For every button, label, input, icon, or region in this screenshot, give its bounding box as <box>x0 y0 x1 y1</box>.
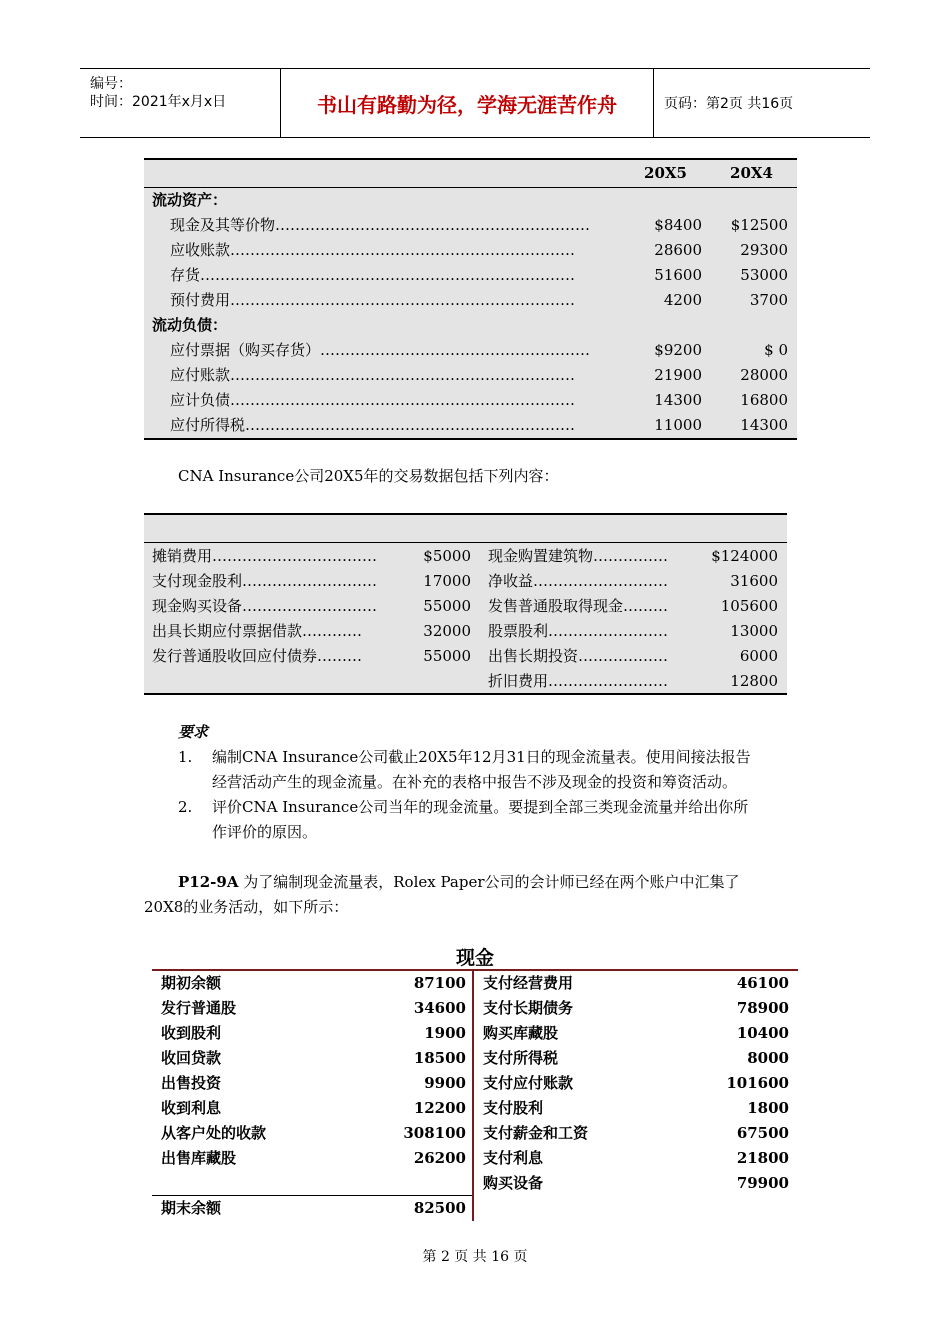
row-label: 应付所得税………………………………………………………… <box>170 416 576 434</box>
credit-value: 8000 <box>747 1049 789 1067</box>
right-value: 6000 <box>739 647 778 665</box>
transactions-table <box>144 513 787 695</box>
right-label: 现金购置建筑物…………… <box>488 547 669 565</box>
row-label: 应付票据（购买存货）……………………………………………… <box>170 341 591 359</box>
left-label: 摊销费用…………………………… <box>152 547 378 565</box>
credit-entry <box>480 971 798 996</box>
table-row <box>144 188 797 213</box>
debit-entry <box>152 1071 466 1096</box>
table-row <box>144 263 797 288</box>
req-1-line1: 编制CNA Insurance公司截止20X5年12月31日的现金流量表。使用间接法报告 <box>212 748 751 766</box>
table-row <box>144 413 797 438</box>
header-meta <box>80 69 281 137</box>
right-label: 净收益……………………… <box>488 572 669 590</box>
credit-label: 支付股利 <box>483 1099 544 1117</box>
table-row <box>144 594 787 619</box>
col-20x4: 20X4 <box>730 164 773 182</box>
debit-value: 34600 <box>413 999 466 1017</box>
debit-value: 12200 <box>413 1099 466 1117</box>
credit-entry <box>480 1146 798 1171</box>
req-1-num: 1. <box>178 748 193 766</box>
value-20x4: 14300 <box>740 416 788 434</box>
debit-label: 从客户处的收款 <box>161 1124 267 1142</box>
debit-entry <box>152 1046 466 1071</box>
date-label: 时间：2021年x月x日 <box>90 94 227 110</box>
credit-label: 购买库藏股 <box>483 1024 559 1042</box>
debit-value: 18500 <box>413 1049 466 1067</box>
debit-label: 期初余额 <box>161 974 222 992</box>
credit-label: 支付应付账款 <box>483 1074 574 1092</box>
value-20x4: 3700 <box>749 291 788 309</box>
table-row <box>144 569 787 594</box>
credit-value: 46100 <box>736 974 789 992</box>
left-value: 55000 <box>423 647 471 665</box>
req-2-line1: 评价CNA Insurance公司当年的现金流量。要提到全部三类现金流量并给出你所 <box>212 798 749 816</box>
value-20x5: 4200 <box>663 291 702 309</box>
balance-table <box>144 158 797 440</box>
value-20x5: 28600 <box>654 241 702 259</box>
debit-value: 82500 <box>413 1199 466 1217</box>
value-20x5: 14300 <box>654 391 702 409</box>
req-2-num: 2. <box>178 798 193 816</box>
trx-header-divider <box>144 542 787 543</box>
value-20x5: 21900 <box>654 366 702 384</box>
debit-entry <box>152 1146 466 1171</box>
credit-entry <box>480 1021 798 1046</box>
debit-value: 1900 <box>424 1024 466 1042</box>
debit-entry <box>152 971 466 996</box>
right-value: 12800 <box>730 672 778 690</box>
debit-label: 收到利息 <box>161 1099 222 1117</box>
req-1-line2: 经营活动产生的现金流量。在补充的表格中报告不涉及现金的投资和筹资活动。 <box>212 773 738 791</box>
credit-value: 10400 <box>736 1024 789 1042</box>
credit-value: 21800 <box>736 1149 789 1167</box>
table-row <box>144 388 797 413</box>
value-20x4: 28000 <box>740 366 788 384</box>
value-20x5: $8400 <box>654 216 702 234</box>
debit-label: 收回贷款 <box>161 1049 222 1067</box>
value-20x4: 53000 <box>740 266 788 284</box>
value-20x4: $ 0 <box>764 341 788 359</box>
problem-line2: 20X8的业务活动，如下所示： <box>144 898 349 916</box>
right-label: 发售普通股取得现金……… <box>488 597 669 615</box>
header-page-info: 页码：第2页 共16页 <box>664 96 794 112</box>
debit-entry <box>152 996 466 1021</box>
debit-label: 收到股利 <box>161 1024 222 1042</box>
problem-text-1: 为了编制现金流量表，Rolex Paper公司的会计师已经在两个账户中汇集了 <box>243 873 740 891</box>
right-value: 13000 <box>730 622 778 640</box>
left-label: 支付现金股利……………………… <box>152 572 378 590</box>
row-label: 应计负债…………………………………………………………… <box>170 391 576 409</box>
debit-entry <box>152 1021 466 1046</box>
row-label: 应收账款…………………………………………………………… <box>170 241 576 259</box>
debit-entry <box>152 1096 466 1121</box>
table-row <box>144 313 797 338</box>
row-label: 存货………………………………………………………………… <box>170 266 576 284</box>
debit-label: 期末余额 <box>161 1199 222 1217</box>
credit-label: 支付薪金和工资 <box>483 1124 589 1142</box>
problem-code: P12-9A <box>178 873 239 891</box>
table-row <box>144 619 787 644</box>
credit-value: 67500 <box>736 1124 789 1142</box>
credit-label: 支付经营费用 <box>483 974 574 992</box>
table-row <box>144 644 787 669</box>
value-20x4: 29300 <box>740 241 788 259</box>
left-label: 出具长期应付票据借款………… <box>152 622 363 640</box>
row-label: 现金及其等价物……………………………………………………… <box>170 216 591 234</box>
credit-value: 101600 <box>726 1074 789 1092</box>
right-label: 出售长期投资……………… <box>488 647 669 665</box>
credit-label: 购买设备 <box>483 1174 544 1192</box>
credit-entry <box>480 996 798 1021</box>
credit-entry <box>480 1046 798 1071</box>
intro-text: CNA Insurance公司20X5年的交易数据包括下列内容： <box>178 467 559 485</box>
credit-value: 1800 <box>747 1099 789 1117</box>
value-20x4: 16800 <box>740 391 788 409</box>
row-label: 应付账款…………………………………………………………… <box>170 366 576 384</box>
credit-label: 支付利息 <box>483 1149 544 1167</box>
credit-entry <box>480 1121 798 1146</box>
table-row <box>144 544 787 569</box>
number-label: 编号： <box>90 76 132 92</box>
cash-t-account <box>152 943 798 1223</box>
debit-label: 出售投资 <box>161 1074 222 1092</box>
col-20x5: 20X5 <box>644 164 687 182</box>
req-2-line2: 作评价的原因。 <box>212 823 318 841</box>
row-label: 流动负债： <box>152 316 228 334</box>
debit-value: 26200 <box>413 1149 466 1167</box>
credit-entry <box>480 1171 798 1196</box>
page-header <box>80 68 870 138</box>
left-value: 32000 <box>423 622 471 640</box>
left-value: $5000 <box>423 547 471 565</box>
credit-value: 79900 <box>736 1174 789 1192</box>
t-account-divider <box>472 969 474 1221</box>
problem-line1 <box>178 870 740 895</box>
debit-value: 308100 <box>403 1124 466 1142</box>
right-label: 股票股利…………………… <box>488 622 669 640</box>
debit-value: 87100 <box>413 974 466 992</box>
right-label: 折旧费用…………………… <box>488 672 669 690</box>
right-value: 105600 <box>720 597 778 615</box>
value-20x4: $12500 <box>730 216 788 234</box>
row-label: 流动资产： <box>152 191 228 209</box>
debit-value: 9900 <box>424 1074 466 1092</box>
value-20x5: 51600 <box>654 266 702 284</box>
debit-entry <box>152 1121 466 1146</box>
table-row <box>144 669 787 694</box>
value-20x5: 11000 <box>654 416 702 434</box>
right-value: 31600 <box>730 572 778 590</box>
credit-entry <box>480 1096 798 1121</box>
left-label: 现金购买设备……………………… <box>152 597 378 615</box>
t-account-title: 现金 <box>455 947 494 969</box>
requirements-title: 要求 <box>178 723 209 741</box>
left-value: 17000 <box>423 572 471 590</box>
table-row <box>144 238 797 263</box>
balance-header-row <box>144 161 797 186</box>
value-20x5: $9200 <box>654 341 702 359</box>
right-value: $124000 <box>711 547 778 565</box>
row-label: 预付费用…………………………………………………………… <box>170 291 576 309</box>
debit-label: 发行普通股 <box>161 999 237 1017</box>
header-motto: 书山有路勤为径，学海无涯苦作舟 <box>281 69 654 137</box>
page-footer: 第 2 页 共 16 页 <box>422 1249 528 1265</box>
debit-label: 出售库藏股 <box>161 1149 237 1167</box>
table-row <box>144 288 797 313</box>
debit-entry <box>152 1196 466 1221</box>
table-row <box>144 213 797 238</box>
credit-label: 支付长期债务 <box>483 999 574 1017</box>
table-row <box>144 338 797 363</box>
left-label: 发行普通股收回应付债券……… <box>152 647 363 665</box>
credit-value: 78900 <box>736 999 789 1017</box>
left-value: 55000 <box>423 597 471 615</box>
table-row <box>144 363 797 388</box>
credit-entry <box>480 1071 798 1096</box>
credit-label: 支付所得税 <box>483 1049 559 1067</box>
